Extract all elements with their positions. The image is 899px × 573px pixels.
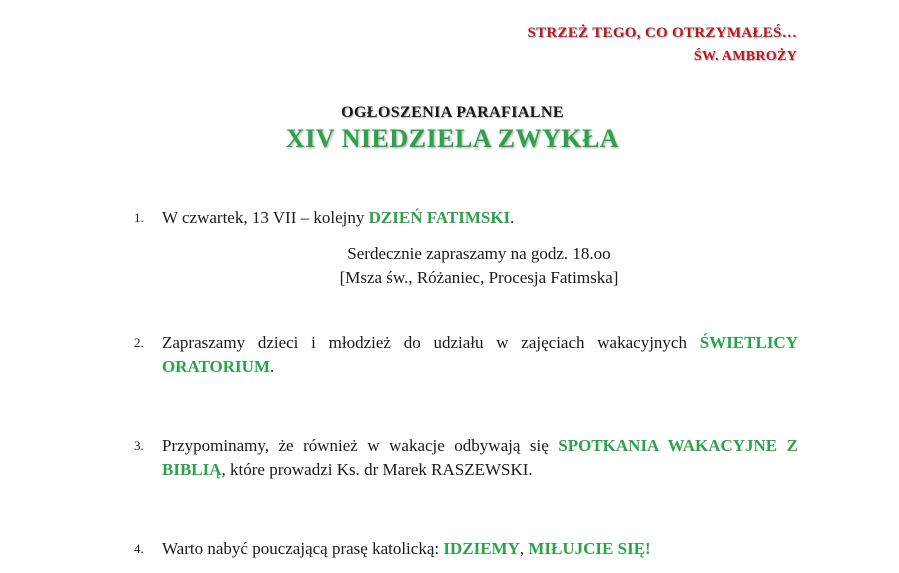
item-detail-line-2: [Msza św., Różaniec, Procesja Fatimska] [339,268,619,287]
motto [527,22,797,68]
item-highlight-2: MIŁUJCIE SIĘ! [528,539,651,558]
item-text [162,331,798,379]
item-number: 1. [134,210,144,225]
announcement-item-4 [136,537,798,561]
motto-quote: STRZEŻ TEGO, CO OTRZYMAŁEŚ… [527,25,797,41]
item-text-before: W czwartek, 13 VII – kolejny [162,208,369,227]
item-text-before: Zapraszamy dzieci i młodzież do udziału w zajęciach wakacyjnych [162,333,700,352]
item-detail-line-1: Serdecznie zapraszamy na godz. 18.oo [347,244,611,263]
motto-author: ŚW. AMBROŻY [693,49,797,64]
item-text-after: , które prowadzi Ks. dr Marek RASZEWSKI. [221,460,533,479]
item-highlight: DZIEŃ FATIMSKI [368,208,511,227]
page-kicker: OGŁOSZENIA PARAFIALNE [341,104,564,121]
item-text-before: Warto nabyć pouczającą prasę katolicką: [162,539,444,558]
announcement-item-3 [136,434,798,482]
item-text-after: . [270,357,275,376]
page-title: XIV NIEDZIELA ZWYKŁA [285,124,620,153]
item-text-before: Przypominamy, że również w wakacje odbywają się [162,436,559,455]
item-text-middle: , [519,539,529,558]
item-highlight: IDZIEMY [443,539,520,558]
item-text [162,537,798,561]
item-number: 2. [134,335,144,350]
item-highlight: SPOTKANIA WAKACYJNE Z BIBLIĄ [162,436,798,479]
item-number: 4. [134,541,144,556]
item-highlight: ŚWIETLICY ORATORIUM [162,333,798,376]
item-text [162,206,798,230]
item-number: 3. [134,438,144,453]
announcement-item-2 [136,331,798,379]
page-header [0,104,899,154]
item-text-after: . [510,208,515,227]
announcement-item-1 [136,206,798,290]
item-text [162,434,798,482]
